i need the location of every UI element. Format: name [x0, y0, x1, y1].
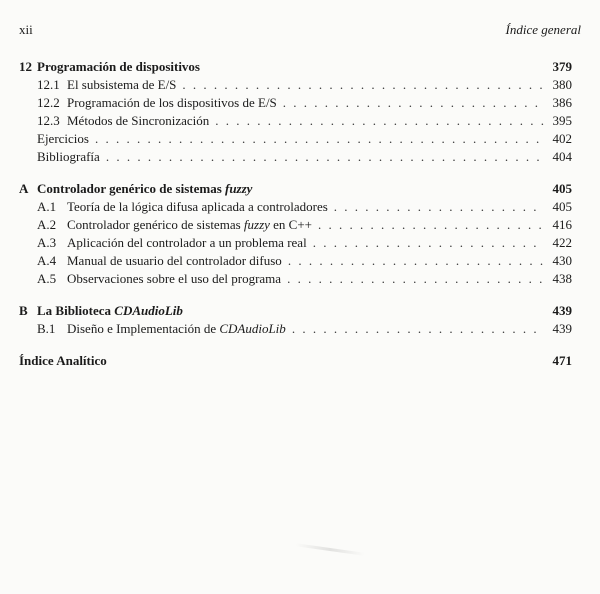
chapter-page: 471	[552, 353, 572, 368]
dot-leader	[287, 270, 544, 288]
dot-leader	[182, 76, 544, 94]
chapter-number: 12	[19, 59, 32, 74]
toc-entry[interactable]	[19, 216, 572, 234]
section-page: 416	[552, 217, 572, 232]
chapter-title: Programación de dispositivos	[37, 59, 200, 74]
section-number: A.1	[37, 199, 57, 214]
page-folio: xii	[19, 22, 33, 37]
toc-chapter-heading[interactable]	[19, 302, 572, 320]
section-page: 438	[552, 271, 572, 286]
section-number: A.5	[37, 271, 57, 286]
toc-entry[interactable]	[19, 198, 572, 216]
chapter-page: 405	[552, 181, 572, 196]
dot-leader	[334, 198, 544, 216]
chapter-title: Controlador genérico de sistemas fuzzy	[37, 181, 253, 196]
section-title: Teoría de la lógica difusa aplicada a controladores	[67, 199, 328, 214]
dot-leader	[106, 148, 544, 166]
toc-chapter-heading[interactable]	[19, 352, 572, 370]
section-number: 12.3	[37, 113, 60, 128]
toc-entry[interactable]	[19, 234, 572, 252]
section-title: Programación de los dispositivos de E/S	[67, 95, 277, 110]
section-number: A.3	[37, 235, 57, 250]
section-number: A.2	[37, 217, 57, 232]
section-number: A.4	[37, 253, 57, 268]
dot-leader	[95, 130, 544, 148]
chapter-number: A	[19, 181, 29, 196]
section-title: Manual de usuario del controlador difuso	[67, 253, 282, 268]
section-page: 422	[552, 235, 572, 250]
running-section-title: Índice general	[505, 22, 581, 37]
toc-entry[interactable]	[19, 270, 572, 288]
section-page: 402	[552, 131, 572, 146]
toc-entry[interactable]	[19, 76, 572, 94]
section-number: 12.2	[37, 95, 60, 110]
section-title: Ejercicios	[37, 131, 89, 146]
section-page: 395	[552, 113, 572, 128]
dot-leader	[283, 94, 544, 112]
section-page: 404	[552, 149, 572, 164]
toc-entry[interactable]	[19, 320, 572, 338]
toc-entry[interactable]	[19, 112, 572, 130]
section-title: Controlador genérico de sistemas fuzzy en C++	[67, 217, 313, 232]
scan-smudge	[295, 543, 365, 556]
table-of-contents	[19, 58, 572, 370]
toc-entry[interactable]	[19, 130, 572, 148]
section-number: 12.1	[37, 77, 60, 92]
chapter-title: La Biblioteca CDAudioLib	[37, 303, 183, 318]
section-number: B.1	[37, 321, 56, 336]
chapter-page: 379	[552, 59, 572, 74]
toc-chapter-index	[19, 352, 572, 370]
dot-leader	[313, 234, 544, 252]
section-title: El subsistema de E/S	[67, 77, 177, 92]
section-title: Bibliografía	[37, 149, 100, 164]
section-title: Observaciones sobre el uso del programa	[67, 271, 282, 286]
dot-leader	[292, 320, 544, 338]
toc-chapter-heading[interactable]	[19, 58, 572, 76]
section-page: 439	[552, 321, 572, 336]
section-page: 386	[552, 95, 572, 110]
section-page: 380	[552, 77, 572, 92]
chapter-page: 439	[552, 303, 572, 318]
chapter-number: B	[19, 303, 28, 318]
toc-entry[interactable]	[19, 148, 572, 166]
section-title: Métodos de Sincronización	[67, 113, 210, 128]
section-title: Diseño e Implementación de CDAudioLib	[67, 321, 286, 336]
toc-entry[interactable]	[19, 94, 572, 112]
toc-chapter-a	[19, 180, 572, 288]
toc-entry[interactable]	[19, 252, 572, 270]
chapter-title: Índice Analítico	[19, 353, 107, 368]
toc-chapter-12	[19, 58, 572, 166]
section-page: 430	[552, 253, 572, 268]
dot-leader	[318, 216, 544, 234]
running-head	[19, 22, 581, 40]
section-title: Aplicación del controlador a un problema real	[67, 235, 307, 250]
dot-leader	[215, 112, 544, 130]
toc-chapter-heading[interactable]	[19, 180, 572, 198]
section-page: 405	[552, 199, 572, 214]
dot-leader	[288, 252, 544, 270]
toc-chapter-b	[19, 302, 572, 338]
